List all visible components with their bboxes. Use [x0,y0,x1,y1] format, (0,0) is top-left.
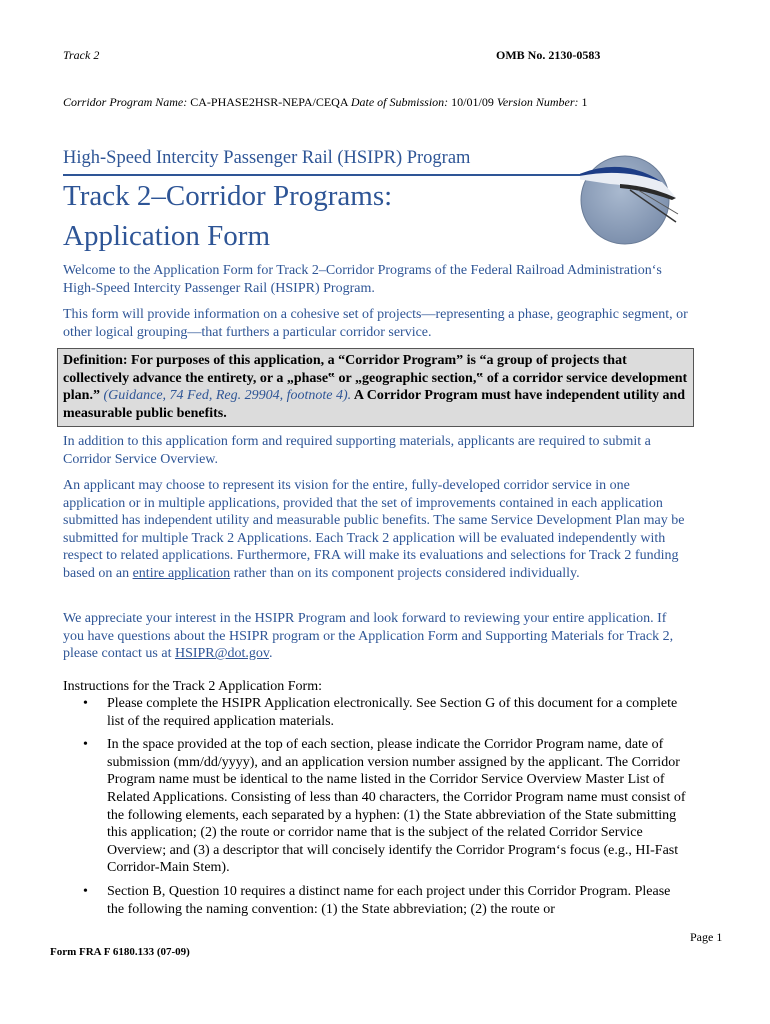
email-link[interactable]: HSIPR@dot.gov [174,646,270,662]
definition-guidance: (Guidance, 74 Fed, Reg. 29904, footnote 4). [103,388,352,404]
bullet-icon: • [83,696,88,711]
list-item [63,695,688,730]
program-name-value: CA-PHASE2HSR-NEPA/CEQA [190,95,348,109]
bullet-icon: • [83,883,88,899]
version-value: 1 [581,95,588,109]
page-title-line2: Application Form [63,220,271,252]
program-title: High-Speed Intercity Passenger Rail (HSIPR) Program [63,148,471,168]
intro-form-info: This form will provide information on a cohesive set of projects—representing a phase, geographic segment, or other logical grouping—that furthers a particular corridor service. [63,307,688,340]
track-label: Track 2 [63,48,100,62]
p3-text-a: We appreciate your interest in the HSIPR Program and look forward to reviewing your entire application. If you have questions about the HSIPR program or the Application Form and Supporting Materials for Track 2, please contact us at [63,611,674,662]
p2-text-b: rather than on its component projects considered individually. [233,565,580,581]
intro-welcome: Welcome to the Application Form for Track 2–Corridor Programs of the Federal Railroad Administration‘s High-Speed Intercity Passenger Rail (HSIPR) Program. [63,263,662,296]
contact-paragraph [63,610,688,663]
date-value: 10/01/09 [451,95,494,109]
p3-text-b: . [269,646,273,662]
title-divider [63,174,603,176]
instructions-heading: Instructions for the Track 2 Application Form: [63,679,322,694]
page-title-line1: Track 2–Corridor Programs: [63,180,393,212]
omb-number: OMB No. 2130-0583 [496,48,601,62]
p2-text-a: An applicant may choose to represent its vision for the entire, fully-developed corridor service in one application or in multiple applications, provided that the set of improvements contained in each application submitted has independent utility and measurable public benefits. The same Service Development Plan may be submitted for multiple Track 2 Applications. Each Track 2 application will be evaluated independently with respect to related applications. Furthermore, FRA will make its evaluations and selections for Track 2 funding based on an [63,478,685,581]
bullet-icon: • [83,737,88,753]
list-item [63,883,688,918]
form-footer: Form FRA F 6180.133 (07-09) [50,946,190,958]
instruction-text: Section B, Question 10 requires a distinct name for each project under this Corridor Program. Please the following the naming convention: (1) the State abbreviation; (2) the route or [107,883,671,917]
page-number: Page 1 [690,930,723,944]
overview-paragraph: In addition to this application form and required supporting materials, applicants are required to submit a Corridor Service Overview. [63,434,651,467]
instruction-text: Please complete the HSIPR Application electronically. See Section G of this document for a complete list of the required application materials. [107,696,678,729]
train-logo-icon [580,140,680,258]
definition-must: A Corridor Program must have independent utility and measurable public benefits. [63,388,686,421]
instructions-list [63,695,688,924]
submission-meta [63,95,588,110]
list-item [63,736,688,877]
date-label: Date of Submission: [350,95,449,109]
instruction-text: In the space provided at the top of each section, please indicate the Corridor Program name, date of submission (mm/dd/yyyy), and an application version number assigned by the applicant. The Corridor Program name must be identical to the name listed in the Corridor Service Overview Master List of Related Applications. Consisting of less than 40 characters, the Corridor Program name must consist of the following elements, each separated by a hyphen: (1) the State abbreviation of the State submitting this application; (2) the route or corridor name that is the subject of the related Corridor Service Overview; and (3) a descriptor that will concisely identify the Corridor Program‘s focus (e.g., HI-Fast Corridor-Main Stem). [107,737,686,876]
entire-application-link[interactable]: entire application [132,565,231,581]
version-label: Version Number: [496,95,579,109]
definition-text: Definition: For purposes of this application, a “Corridor Program” is “a group of projects that collectively advance the entirety, or a „phase‟ or „geographic section,‟ of a corridor service development plan.” [63,353,688,404]
multiple-applications-paragraph [63,477,688,583]
definition-box [57,348,694,427]
program-name-label: Corridor Program Name: [63,95,188,109]
